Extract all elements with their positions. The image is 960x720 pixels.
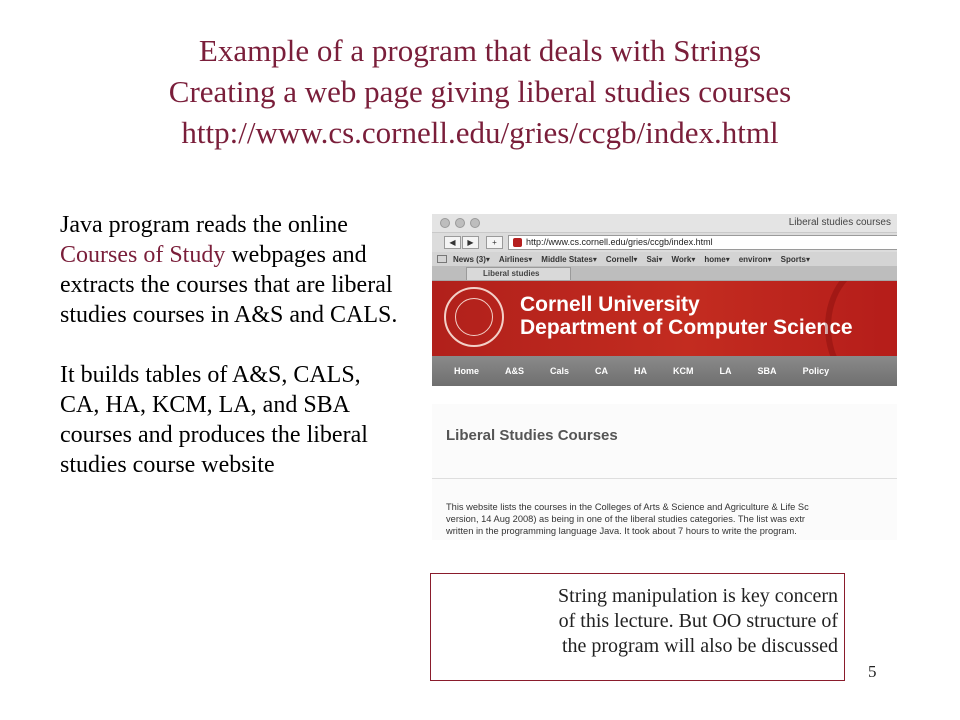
- paragraph1-text-before: Java program reads the online: [60, 212, 348, 238]
- title-line-3-url: http://www.cs.cornell.edu/gries/ccgb/index.html: [181, 115, 779, 150]
- page-divider: [432, 478, 897, 479]
- page-text-line-2: version, 14 Aug 2008) as being in one of the liberal studies categories. The list was extr: [446, 514, 806, 524]
- slide-title: [0, 30, 960, 153]
- title-line-1: Example of a program that deals with Strings: [198, 33, 762, 68]
- page-paragraph: [446, 501, 897, 537]
- site-favicon-icon: [513, 238, 522, 247]
- page-text-line-1: This website lists the courses in the Colleges of Arts & Science and Agriculture & Life Sc: [446, 502, 809, 512]
- slide-number: 5: [868, 662, 877, 681]
- note-line-1: String manipulation is key concern: [558, 585, 838, 607]
- paragraph1-text-after: webpages and extracts the courses that are liberal studies courses in A&S and CALS.: [60, 242, 398, 328]
- menu-item-home[interactable]: Home: [454, 366, 480, 376]
- minimize-window-icon[interactable]: [455, 218, 465, 228]
- banner-university: Cornell University: [520, 293, 700, 316]
- menu-item-cals[interactable]: Cals: [550, 366, 570, 376]
- banner-decoration: [825, 281, 897, 356]
- forward-arrow-icon[interactable]: ▶: [462, 236, 479, 249]
- paragraph-builds-tables: It builds tables of A&S, CALS, CA, HA, KCM, LA, and SBA courses and produces the liberal studies course website: [60, 362, 368, 478]
- menu-item-as[interactable]: A&S: [505, 366, 525, 376]
- bookmark-environ[interactable]: environ▾: [738, 254, 772, 264]
- note-line-2: of this lecture. But OO structure of: [558, 610, 838, 632]
- page-text-line-3: written in the programming language Java. It took about 7 hours to write the program.: [446, 526, 797, 536]
- title-line-2: Creating a web page giving liberal studies courses: [168, 74, 792, 109]
- menu-item-policy[interactable]: Policy: [802, 366, 830, 376]
- menu-item-ca[interactable]: CA: [595, 366, 609, 376]
- bookmark-work[interactable]: Work▾: [671, 254, 696, 264]
- bookmark-sai[interactable]: Sai▾: [646, 254, 663, 264]
- bookmarks-book-icon[interactable]: [437, 255, 447, 263]
- window-controls: [440, 218, 480, 228]
- banner-department: Department of Computer Science: [520, 316, 853, 339]
- browser-screenshot: [432, 214, 897, 540]
- tab-liberal-studies[interactable]: Liberal studies: [466, 267, 571, 280]
- note-box: [430, 573, 845, 681]
- window-title: Liberal studies courses: [788, 217, 891, 228]
- bookmark-sports[interactable]: Sports▾: [780, 254, 810, 264]
- menu-item-sba[interactable]: SBA: [757, 366, 777, 376]
- bookmark-middle-states[interactable]: Middle States▾: [541, 254, 597, 264]
- tab-strip: [432, 266, 897, 281]
- menu-item-kcm[interactable]: KCM: [673, 366, 694, 376]
- bookmark-cornell[interactable]: Cornell▾: [605, 254, 638, 264]
- slide-body: [60, 210, 400, 480]
- add-bookmark-button[interactable]: +: [486, 236, 503, 249]
- browser-toolbar: [432, 233, 897, 252]
- address-url: http://www.cs.cornell.edu/gries/ccgb/index.html: [526, 237, 713, 247]
- bookmark-airlines[interactable]: Airlines▾: [498, 254, 533, 264]
- courses-of-study-highlight: Courses of Study: [60, 242, 226, 268]
- paragraph-java-program: [60, 210, 400, 330]
- cornell-seal-logo: [444, 287, 504, 347]
- menu-item-la[interactable]: LA: [719, 366, 732, 376]
- site-banner: [432, 281, 897, 356]
- browser-title-bar: [432, 214, 897, 233]
- note-line-3: the program will also be discussed: [561, 635, 838, 657]
- back-arrow-icon[interactable]: ◀: [444, 236, 461, 249]
- banner-title: [520, 293, 853, 339]
- close-window-icon[interactable]: [440, 218, 450, 228]
- bookmark-home[interactable]: home▾: [704, 254, 730, 264]
- site-menu: [432, 356, 897, 386]
- page-heading: Liberal Studies Courses: [446, 427, 618, 444]
- bookmarks-bar: [432, 252, 897, 266]
- bookmark-news[interactable]: News (3)▾: [453, 254, 490, 264]
- menu-item-ha[interactable]: HA: [634, 366, 648, 376]
- zoom-window-icon[interactable]: [470, 218, 480, 228]
- address-bar[interactable]: [508, 235, 897, 250]
